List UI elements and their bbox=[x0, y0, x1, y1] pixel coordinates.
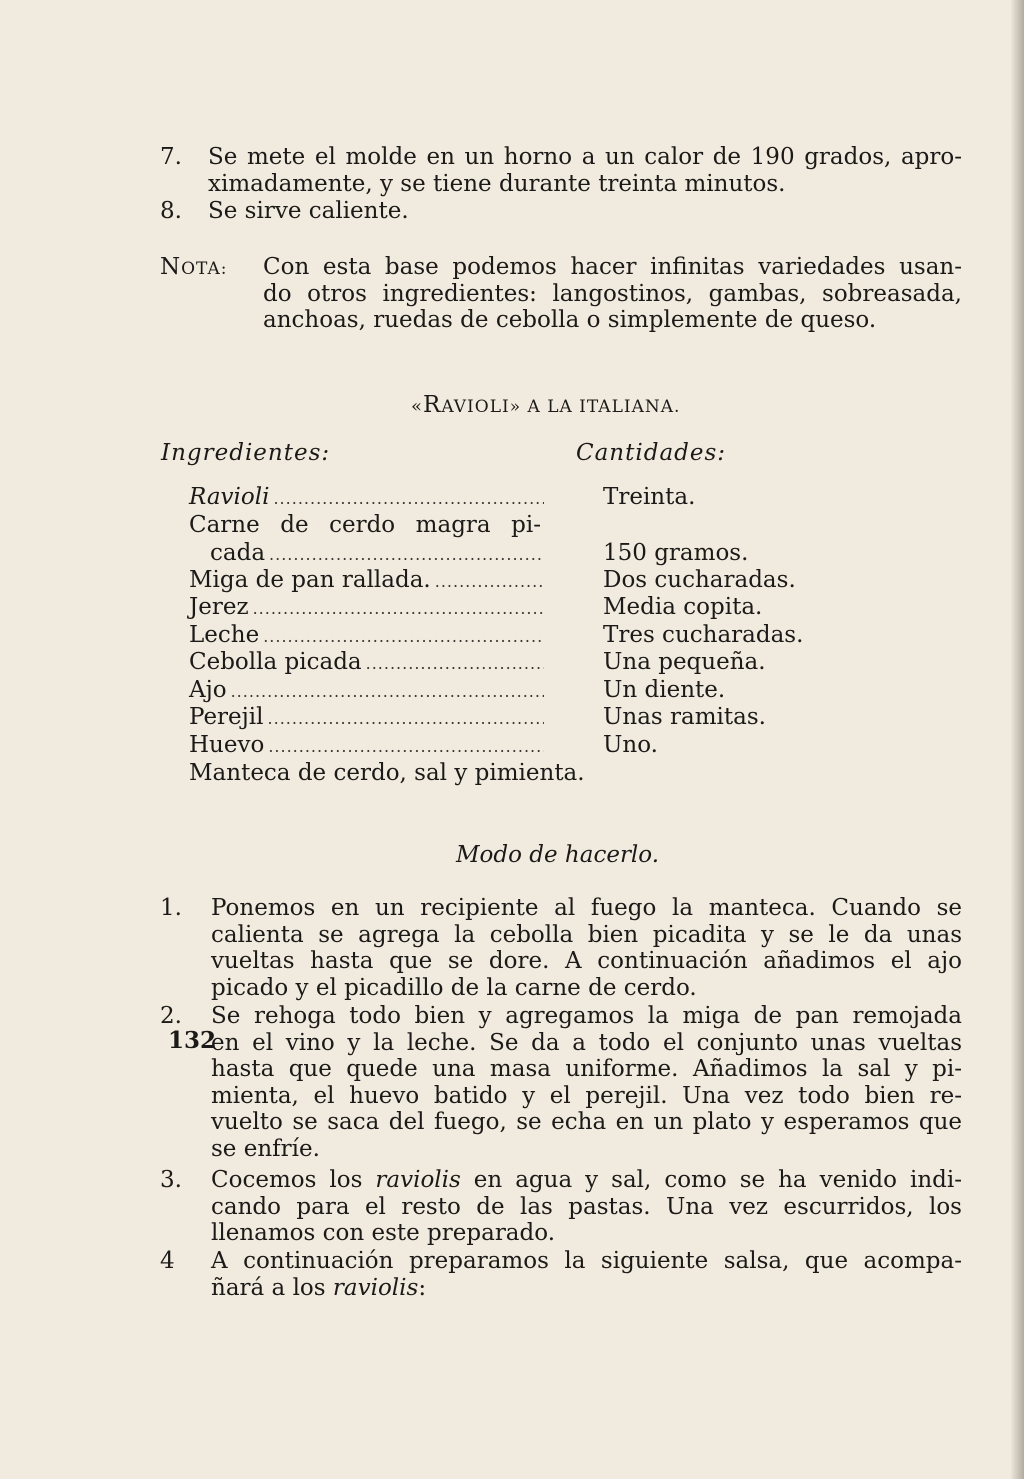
ingredient-qty: Dos cucharadas. bbox=[603, 567, 796, 593]
quantities-header: Cantidades: bbox=[576, 440, 727, 466]
note-line: do otros ingredientes: langostinos, gambas, sobreasada, bbox=[263, 280, 962, 307]
ingredient-row bbox=[189, 594, 544, 623]
step-line: Ponemos en un recipiente al fuego la manteca. Cuando se bbox=[211, 895, 962, 921]
note-line: Con esta base podemos hacer infinitas variedades usan- bbox=[263, 254, 962, 280]
method-step-3 bbox=[160, 1167, 962, 1247]
ingredient-qty: Tres cucharadas. bbox=[603, 622, 804, 648]
step-line: llenamos con este preparado. bbox=[211, 1220, 556, 1246]
ingredient-row bbox=[189, 622, 544, 651]
method-step-2 bbox=[160, 1003, 962, 1162]
method-step-1 bbox=[160, 895, 962, 1001]
step-line: A continuación preparamos la siguiente salsa, que acompa- bbox=[211, 1248, 962, 1274]
ingredient-name: Miga de pan rallada. bbox=[189, 567, 431, 593]
step-line: Se rehoga todo bien y agregamos la miga de pan remojada bbox=[211, 1003, 962, 1029]
step-line: ximadamente, y se tiene durante treinta minutos. bbox=[208, 170, 786, 197]
step-line: Se sirve caliente. bbox=[208, 198, 409, 224]
leader-dots bbox=[268, 704, 544, 733]
step-line: mienta, el huevo batido y el perejil. Una vez todo bien re- bbox=[211, 1082, 962, 1109]
step-number: 2. bbox=[160, 1003, 182, 1029]
ingredient-row bbox=[189, 677, 544, 706]
ingredient-row bbox=[189, 649, 544, 678]
ingredient-qty: Uno. bbox=[603, 732, 658, 758]
step-line: Se mete el molde en un horno a un calor de 190 grados, apro- bbox=[208, 144, 962, 170]
step-line: vueltas hasta que se dore. A continuación añadimos el ajo bbox=[211, 948, 962, 974]
step-line: calienta se agrega la cebolla bien picadita y se le da unas bbox=[211, 921, 962, 948]
intro-step-8 bbox=[160, 198, 962, 225]
ingredient-name: Perejil bbox=[189, 704, 264, 730]
note-line: anchoas, ruedas de cebolla o simplemente de queso. bbox=[263, 307, 877, 333]
step-number: 4 bbox=[160, 1248, 175, 1274]
ingredient-qty: 150 gramos. bbox=[603, 540, 749, 566]
page-number: 132 bbox=[168, 1027, 217, 1054]
leader-dots bbox=[231, 677, 544, 706]
ingredient-row bbox=[189, 484, 544, 513]
step-line: ñará a los raviolis: bbox=[211, 1274, 427, 1301]
ingredient-qty: Media copita. bbox=[603, 594, 763, 620]
leader-dots bbox=[253, 594, 544, 623]
recipe-title: «RAVIOLI» A LA ITALIANA. bbox=[411, 392, 681, 418]
step-line: hasta que quede una masa uniforme. Añadimos la sal y pi- bbox=[211, 1056, 962, 1082]
leader-dots bbox=[435, 567, 544, 596]
ingredient-name: Ajo bbox=[189, 677, 227, 703]
step-line: vuelto se saca del fuego, se echa en un plato y esperamos que bbox=[211, 1109, 962, 1135]
ingredients-footer: Manteca de cerdo, sal y pimienta. bbox=[189, 760, 585, 786]
ingredient-name: Leche bbox=[189, 622, 260, 648]
leader-dots bbox=[366, 649, 544, 678]
leader-dots bbox=[273, 484, 544, 513]
note-label: NOTA: bbox=[160, 254, 228, 280]
ingredient-qty: Treinta. bbox=[603, 484, 696, 510]
ingredient-row bbox=[189, 567, 544, 596]
method-title: Modo de hacerlo. bbox=[456, 842, 660, 868]
ingredient-name: Cebolla picada bbox=[189, 649, 362, 675]
ingredient-name: Huevo bbox=[189, 732, 265, 758]
ingredients-header: Ingredientes: bbox=[161, 440, 331, 466]
step-number: 7. bbox=[160, 144, 182, 170]
step-line: se enfríe. bbox=[211, 1135, 320, 1162]
method-step-4 bbox=[160, 1248, 962, 1301]
leader-dots bbox=[268, 732, 544, 761]
step-number: 1. bbox=[160, 895, 182, 921]
ingredient-name: Carne de cerdo magra pi- bbox=[189, 512, 541, 538]
step-line: picado y el picadillo de la carne de cerdo. bbox=[211, 974, 697, 1001]
step-line: Cocemos los raviolis en agua y sal, como se ha venido indi- bbox=[211, 1167, 962, 1193]
ingredient-row bbox=[189, 540, 544, 569]
ingredient-name: cada bbox=[210, 540, 266, 566]
ingredient-row bbox=[189, 704, 544, 733]
step-number: 3. bbox=[160, 1167, 182, 1193]
leader-dots bbox=[269, 540, 544, 569]
note bbox=[160, 254, 962, 334]
ingredient-qty: Un diente. bbox=[603, 677, 726, 703]
step-line: cando para el resto de las pastas. Una vez escurridos, los bbox=[211, 1193, 962, 1220]
ingredient-name: Ravioli bbox=[189, 484, 270, 510]
ingredient-row bbox=[189, 512, 541, 540]
ingredient-row bbox=[189, 732, 544, 761]
intro-step-7 bbox=[160, 144, 962, 197]
ingredient-qty: Unas ramitas. bbox=[603, 704, 766, 730]
leader-dots bbox=[263, 622, 544, 651]
step-number: 8. bbox=[160, 198, 182, 224]
ingredient-qty: Una pequeña. bbox=[603, 649, 766, 675]
step-line: en el vino y la leche. Se da a todo el conjunto unas vueltas bbox=[211, 1029, 962, 1056]
ingredient-name: Jerez bbox=[189, 594, 249, 620]
page-edge-shadow bbox=[1010, 0, 1024, 1479]
